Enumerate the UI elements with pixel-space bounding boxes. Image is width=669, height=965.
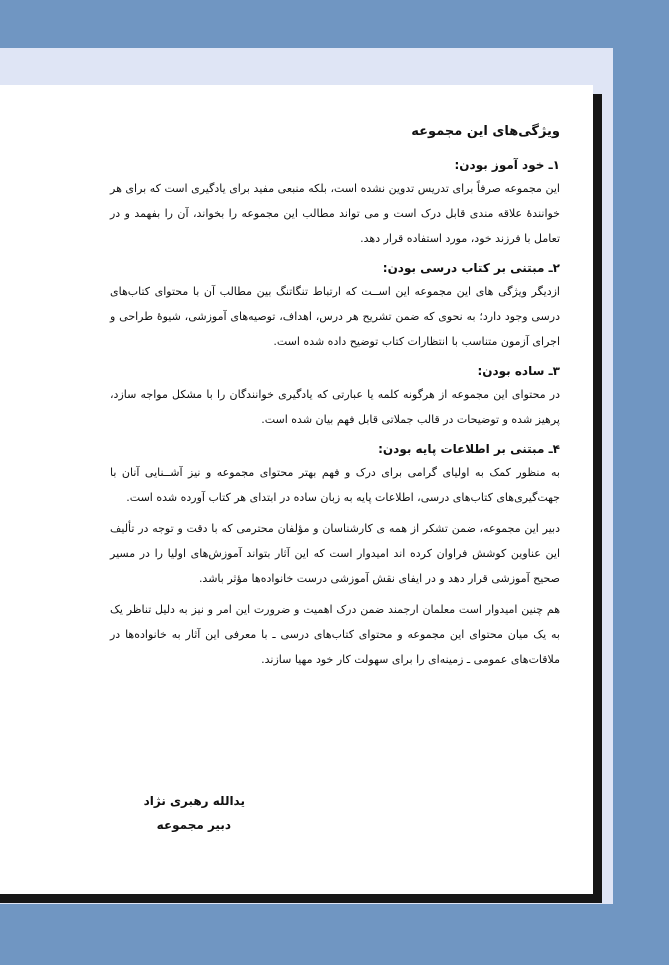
section-textbook-based (110, 257, 560, 354)
signature-name: یدالله رهبری نژاد (143, 794, 245, 808)
section-heading: ۲ـ مبتنی بر کتاب درسی بودن: (382, 261, 560, 275)
section-heading: ۳ـ ساده بودن: (477, 364, 560, 378)
page-content (110, 121, 560, 678)
section-self-study (110, 154, 560, 251)
section-body: به منظور کمک به اولیای گرامی برای درک و فهم بهتر محتوای مجموعه و نیز آشــنایی آنان با جهت‌گیری‌های کتاب‌های درسی، اطلاعات پایه به زبان ساده در ابتدای هر کتاب آورده شده است. (110, 466, 560, 504)
closing-paragraph: هم چنین امیدوار است معلمان ارجمند ضمن درک اهمیت و ضرورت این امر و نیز به دلیل تناظر یک به یک میان محتوای این مجموعه و محتوای کتاب‌های درسی ـ با معرفی این آثار به خانواده‌ها در ملاقات‌های عمومی ـ زمینه‌ای را برای سهولت کار خود مهیا سازند. (110, 603, 560, 666)
closing-paragraph: دبیر این مجموعه، ضمن تشکر از همه ی کارشناسان و مؤلفان محترمی که با دقت و توجه در تألیف این عناوین کوشش فراوان کرده اند امیدوار است که این آثار بتواند آموزش‌های اولیا را در مسیر صحیح آموزشی قرار دهد و در ایفای نقش آموزشی درست خانواده‌ها مؤثر باشد. (110, 522, 560, 585)
document-page (0, 85, 593, 894)
signature-block (105, 789, 245, 837)
section-simple (110, 360, 560, 432)
section-heading: ۴ـ مبتنی بر اطلاعات پایه بودن: (378, 442, 560, 456)
section-body: ازدیگر ویژگی های این مجموعه این اســت که ارتباط تنگاتنگ بین مطالب آن با محتوای کتاب‌های درسی وجود دارد؛ به نحوی که ضمن تشریح هر درس، اهداف، توصیه‌های آموزشی، شیوهٔ طراحی و اجرای آزمون متناسب با انتظارات کتاب توضیح داده شده است. (110, 285, 560, 348)
section-body: این مجموعه صرفاً برای تدریس تدوین نشده است، بلکه منبعی مفید برای یادگیری است که برای هر خوانندهٔ علاقه مندی قابل درک است و می تواند مطالب این مجموعه را بخواند، آن را بفهمد و در تعامل با فرزند خود، مورد استفاده قرار دهد. (110, 182, 560, 245)
section-basic-info (110, 438, 560, 510)
section-heading: ۱ـ خود آموز بودن: (454, 158, 560, 172)
page-title: ویژگی‌های این مجموعه (411, 124, 560, 139)
signature-role: دبیر مجموعه (156, 818, 231, 832)
section-body: در محتوای این مجموعه از هرگونه کلمه یا عبارتی که یادگیری خوانندگان را با مشکل مواجه سازد، پرهیز شده و توضیحات در قالب جملاتی قابل فهم بیان شده است. (110, 388, 560, 426)
